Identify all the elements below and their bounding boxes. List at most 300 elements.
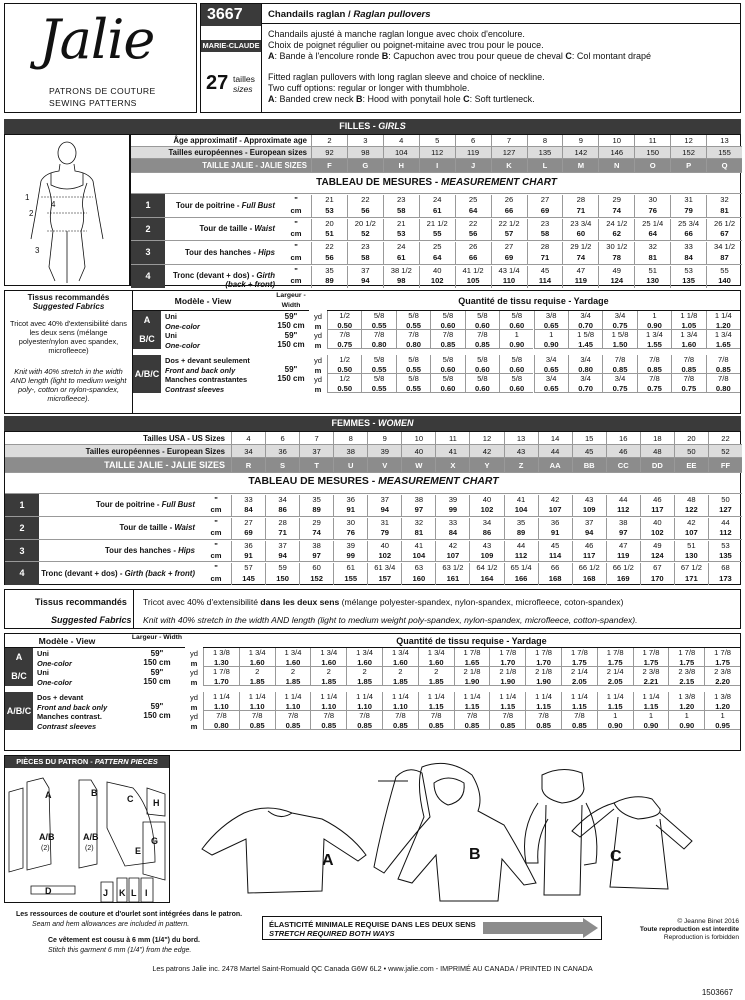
row-fr: Uni [165,312,177,321]
measure-label: Tour de poitrine - Full Bust [175,200,275,210]
measure-cm: 109 [469,551,503,562]
size-value: 146 [598,147,634,159]
size-row [5,458,742,473]
measure-in: 48 [674,495,708,506]
yardage-yd: 7/8 [418,711,454,721]
size-value: 12 [469,432,503,445]
row-en: Front and back only [165,365,236,375]
measure-cm: 124 [640,551,674,562]
measure-cm: 152 [299,574,333,585]
yardage-yd: 1 [633,711,669,721]
yardage-yd: 1 1/4 [597,692,633,702]
yardage-yd: 2 [418,667,454,677]
unit-yd: yd [189,649,199,658]
yardage-m: 0.85 [602,365,636,375]
size-value: 34 [231,445,265,458]
yardage-yd: 1 1/4 [633,692,669,702]
body-figure-girl [5,135,129,285]
yardage-m: 0.90 [597,721,633,731]
sizes-count: 27 [206,72,229,94]
measure-cm: 160 [401,574,435,585]
row-en: One-color [37,658,72,668]
measure-in: 29 1/2 [562,242,598,254]
yardage-m: 0.60 [465,321,499,331]
size-value: 16 [606,432,640,445]
yardage-m: 0.65 [534,365,568,375]
women-banner: FEMMES - WOMEN [4,416,741,431]
yardage-yd: 1/2 [327,374,361,384]
measure-cm: 74 [299,528,333,539]
width-in: 59" [150,648,164,658]
width-cm: 150 cm [143,657,171,667]
yardage-m: 0.55 [361,321,395,331]
unit-cm: cm [210,573,222,583]
measure-number: 4 [5,562,39,585]
yardage-yd: 7/8 [489,711,525,721]
measure-cm: 164 [469,574,503,585]
measure-fr: Tronc (devant + dos) [41,568,118,578]
yardage-m: 1.65 [454,658,490,668]
measure-in: 33 [435,518,469,529]
measure-in: 42 [435,541,469,552]
yardage-yd: 1 1/4 [525,692,561,702]
row-en: One-color [37,677,72,687]
yardage-m: 0.55 [361,365,395,375]
yardage-yd: 5/8 [465,374,499,384]
yardage-yd: 1 [597,711,633,721]
unit-in: " [294,242,298,251]
measure-cm: 69 [527,206,563,218]
svg-text:A: A [45,790,52,800]
yardage-m: 0.60 [465,365,499,375]
yardage-yd: 1 3/4 [239,648,275,658]
measure-in: 61 3/4 [367,563,401,574]
view-label: B/C [5,667,33,686]
measure-cm: 66 [455,253,491,265]
measure-label: Tronc (devant + dos) - Girth (back + front) [172,271,275,290]
yardage-m: 1.65 [706,340,740,350]
measure-in: 41 [504,495,538,506]
measure-in: 22 [347,195,383,207]
measure-row [5,561,742,584]
measure-in: 40 [640,518,674,529]
row-label: Âge approximatif - Approximate age [173,136,307,145]
yardage-m: 1.10 [239,702,275,712]
chart-title: TABLEAU DE MESURES - MEASUREMENT CHART [316,177,557,188]
unit-m: m [190,721,198,731]
width-in: 59" [284,311,298,321]
width-value [129,702,185,720]
size-value: 135 [527,147,563,159]
measure-in: 49 [598,266,634,278]
measure-in: 68 [708,563,742,574]
measure-number: 2 [131,218,165,242]
measure-cm: 98 [383,276,419,288]
width-header [273,291,309,311]
girls-fabrics [5,291,133,413]
measure-in: 27 [491,242,527,254]
size-row [5,432,742,445]
width-cm: 150 cm [277,374,305,383]
yardage-m: 1.15 [454,702,490,712]
measure-in: 67 1/2 [674,563,708,574]
svg-text:C: C [127,794,134,804]
yardage-yd: 7/8 [346,711,382,721]
yardage-yd: 7/8 [637,374,671,384]
size-value: 4 [383,135,419,147]
size-value: J [455,159,491,173]
measure-cm: 89 [504,528,538,539]
address: Les patrons Jalie inc. 2478 Martel Saint-Romuald QC Canada G6W 6L2 • www.jalie.com - IMPRIMÉ AU CANADA / PRINTED IN CANADA [152,964,593,973]
measure-in: 31 [367,518,401,529]
row-en: One-color [165,340,200,350]
model-label: Modèle - View [174,296,232,306]
yardage-yd: 3/4 [602,311,636,321]
yardage-yd: 1 [534,330,568,340]
measure-in: 25 [419,242,455,254]
yardage-yd: 2 [275,667,311,677]
yardage-yd: 5/8 [465,355,499,365]
yardage-yd: 7/8 [327,330,361,340]
size-value: 37 [299,445,333,458]
measure-cm: 61 [383,253,419,265]
measure-in: 20 [311,219,347,231]
measure-in: 46 [572,541,606,552]
yardage-yd: 7/8 [454,711,490,721]
chart-title: TABLEAU DE MESURES - MEASUREMENT CHART [248,476,499,487]
measure-row [131,264,742,288]
measure-cm: 94 [347,276,383,288]
measure-in: 38 [299,541,333,552]
yardage-m: 0.85 [382,721,418,731]
size-value: Z [504,458,538,473]
measure-in: 20 1/2 [347,219,383,231]
measure-cm: 135 [708,551,742,562]
size-value: T [299,458,333,473]
yardage-yd: 1 7/8 [668,648,704,658]
yardage-yd: 7/8 [361,330,395,340]
chart-title-fr: TABLEAU DE MESURES [316,177,433,188]
measure-in: 55 [706,266,742,278]
measure-cm: 81 [401,528,435,539]
size-value: 9 [562,135,598,147]
svg-text:D: D [45,886,52,896]
measure-cm: 66 [491,206,527,218]
size-value: BB [572,458,606,473]
women-fabrics [4,589,741,629]
measure-in: 30 [333,518,367,529]
measure-in: 38 [401,495,435,506]
yardage-m: 0.60 [430,384,464,394]
unit-in: " [294,218,298,228]
yardage-m: 1.60 [418,658,454,668]
measure-cm: 94 [572,528,606,539]
women-size-table [4,431,741,585]
measure-cm: 99 [333,551,367,562]
stretch-arrow-icon [483,918,599,938]
measure-in: 35 [504,518,538,529]
yardage-yd: 7/8 [382,711,418,721]
width-label: Largeur - Width [131,634,183,641]
width-label: Largeur - Width [276,292,306,309]
yardage-m: 1.70 [525,658,561,668]
yardage-yd: 1/2 [327,311,361,321]
size-value: 150 [634,147,670,159]
measure-cm: 84 [670,253,706,265]
measure-in: 64 1/2 [469,563,503,574]
measure-cm: 78 [598,253,634,265]
measure-in: 44 [504,541,538,552]
repro-fr: Toute reproduction est interdite [639,926,739,933]
measure-cm: 161 [435,574,469,585]
yardage-yd: 3/4 [534,355,568,365]
measure-fr: Tour de poitrine [175,200,235,210]
yardage-yd: 7/8 [561,711,597,721]
row-fr: Dos + devant [37,693,84,702]
measure-cm: 171 [674,574,708,585]
measure-row [131,217,742,241]
size-value: AA [538,458,572,473]
unit-cm: cm [290,276,302,286]
pattern-info-box [200,3,741,113]
measure-in: 30 [634,195,670,207]
size-value: 5 [419,135,455,147]
measure-in: 57 [231,563,265,574]
width-value [273,331,309,349]
measure-en: Girth (back + front) [225,271,275,290]
measure-in: 26 [455,242,491,254]
measure-cm: 71 [265,528,299,539]
unit-m: m [314,365,322,375]
yardage-m: 1.70 [203,677,239,687]
width-in: 59" [284,365,298,374]
yardage-yd: 1 1/4 [275,692,311,702]
pattern-number: 3667 [201,4,261,26]
measure-cm: 56 [347,206,383,218]
yardage-m: 0.55 [396,384,430,394]
size-row [131,159,742,173]
measure-cm: 67 [706,229,742,241]
unit-cm: cm [210,550,222,560]
yardage-label: Quantité de tissu requise - Yardage [458,296,609,306]
size-value: 155 [706,147,742,159]
yardage-m: 2.05 [597,677,633,687]
fabrics-title-en: Suggested Fabrics [51,615,132,625]
measure-in: 23 [527,219,563,231]
yardage-m: 0.85 [525,721,561,731]
svg-text:A/B: A/B [83,832,99,842]
yardage-yd: 1 7/8 [597,648,633,658]
yardage-m: 1.85 [239,677,275,687]
yardage-m: 1.60 [239,658,275,668]
yardage-m: 0.55 [396,321,430,331]
yardage-m: 0.70 [568,384,602,394]
size-value: EE [674,458,708,473]
yardage-m: 0.85 [671,365,705,375]
measure-cm: 76 [333,528,367,539]
row-en: One-color [165,321,200,331]
yardage-m: 0.90 [534,340,568,350]
measure-in: 34 [469,518,503,529]
yardage-yd: 1 5/8 [568,330,602,340]
yardage-yd: 1 3/4 [346,648,382,658]
yardage-yd: 1 3/4 [310,648,346,658]
yardage-yd: 1 7/8 [525,648,561,658]
width-cm: 150 cm [277,320,305,330]
row-fr: Uni [165,331,177,340]
size-value: 11 [634,135,670,147]
yardage-m: 1.10 [382,702,418,712]
logo-sub-en: SEWING PATTERNS [49,98,137,108]
size-value: U [333,458,367,473]
yardage-yd: 1 7/8 [704,648,740,658]
svg-text:B: B [91,788,98,798]
size-value: 2 [311,135,347,147]
yardage-yd: 1 1/8 [671,311,705,321]
size-value: N [598,159,634,173]
width-in: 59" [150,702,164,711]
row-label: Tailles européennes - European Sizes [85,447,225,456]
measure-cm: 84 [435,528,469,539]
measure-in: 26 [491,195,527,207]
sizes-fr: tailles [233,74,255,84]
unit-yd: yd [189,693,199,702]
view-label: A/B/C [133,355,161,393]
yardage-m: 1.15 [597,702,633,712]
measure-cm: 58 [347,253,383,265]
size-row [131,135,742,147]
measure-in: 39 [435,495,469,506]
yardage-m: 1.10 [203,702,239,712]
yardage-m: 0.85 [418,721,454,731]
size-value: 119 [455,147,491,159]
measure-number: 1 [131,194,165,218]
yardage-m: 0.50 [327,365,361,375]
designer-name: MARIE-CLAUDE [202,41,260,50]
measure-in: 37 [572,518,606,529]
yardage-m: 1.20 [706,321,740,331]
measure-cm: 105 [455,276,491,288]
measure-in: 61 [333,563,367,574]
model-label: Modèle - View [38,636,96,646]
measure-cm: 127 [708,505,742,516]
size-value: 8 [527,135,563,147]
size-value: M [562,159,598,173]
row-label: TAILLE JALIE - JALIE SIZES [202,161,307,170]
measure-in: 45 [538,541,572,552]
yardage-yd: 3/4 [568,311,602,321]
yardage-yd: 7/8 [602,355,636,365]
measure-label: Tour de taille - Waist [199,224,275,234]
yardage-m: 1.15 [633,702,669,712]
measure-in: 28 [562,195,598,207]
yardage-yd: 5/8 [396,355,430,365]
measure-in: 63 [401,563,435,574]
measure-in: 40 [469,495,503,506]
yardage-yd: 1 7/8 [633,648,669,658]
size-value: 92 [311,147,347,159]
yardage-m: 1.50 [602,340,636,350]
measure-in: 40 [367,541,401,552]
fabrics-text-en: Knit with 40% stretch in the width AND length (light to medium weight poly-spandex, nylon-spandex, microfleece, cotton-spandex). [143,615,638,625]
measure-number: 3 [131,241,165,265]
girls-figure-box [4,134,130,286]
unit-yd: yd [189,712,199,721]
svg-text:C: C [610,848,622,865]
yardage-m: 0.70 [568,321,602,331]
size-value: 13 [504,432,538,445]
width-cm: 150 cm [143,676,171,686]
size-value: 7 [491,135,527,147]
unit-in: " [214,563,218,573]
yardage-m: 1.55 [637,340,671,350]
yardage-m: 2.15 [668,677,704,687]
yardage-yd: 1 3/4 [671,330,705,340]
yardage-m: 1.15 [489,702,525,712]
size-value: 52 [708,445,742,458]
measure-in: 42 [674,518,708,529]
size-row [131,147,742,159]
measure-cm: 145 [231,574,265,585]
size-value: F [311,159,347,173]
yardage-yd: 5/8 [361,355,395,365]
svg-text:1: 1 [25,193,30,202]
measure-en: Full Bust [241,200,275,210]
yardage-yd: 2 1/8 [454,667,490,677]
model-header [133,291,273,311]
yardage-yd: 2 1/8 [525,667,561,677]
measure-in: 21 1/2 [419,219,455,231]
pattern-pieces-box [4,755,170,903]
yardage-m: 1.60 [310,658,346,668]
measure-en: Full Bust [161,500,195,510]
row-fr: Dos + devant seulement [165,356,250,365]
yardage-yd: 1 3/4 [706,330,740,340]
measure-in: 41 1/2 [455,266,491,278]
view-label: A/B/C [5,692,33,730]
yardage-m: 0.60 [499,365,533,375]
measure-in: 34 1/2 [706,242,742,254]
yardage-m: 1.10 [275,702,311,712]
measure-cm: 112 [504,551,538,562]
yardage-m: 1.20 [668,702,704,712]
unit-m: m [190,677,198,687]
measure-row [131,193,742,217]
logo-sub-fr: PATRONS DE COUTURE [49,86,156,96]
measure-cm: 94 [265,551,299,562]
yardage-yd: 5/8 [396,374,430,384]
measure-cm: 99 [435,505,469,516]
measure-in: 29 [598,195,634,207]
measure-cm: 56 [311,253,347,265]
measure-in: 34 [265,495,299,506]
yardage-yd: 1 3/8 [668,692,704,702]
measure-in: 33 [670,242,706,254]
measure-in: 35 [311,266,347,278]
measure-en: Hips [178,545,195,555]
yardage-yd: 1 1/4 [418,692,454,702]
measure-cm: 150 [265,574,299,585]
yardage-m: 0.85 [465,340,499,350]
yardage-yd: 3/4 [568,374,602,384]
yardage-yd: 5/8 [361,374,395,384]
measure-cm: 89 [311,276,347,288]
yardage-yd: 1 1/4 [454,692,490,702]
yardage-m: 0.60 [499,384,533,394]
yardage-yd: 1 5/8 [602,330,636,340]
width-value [129,649,185,667]
measure-in: 67 [640,563,674,574]
